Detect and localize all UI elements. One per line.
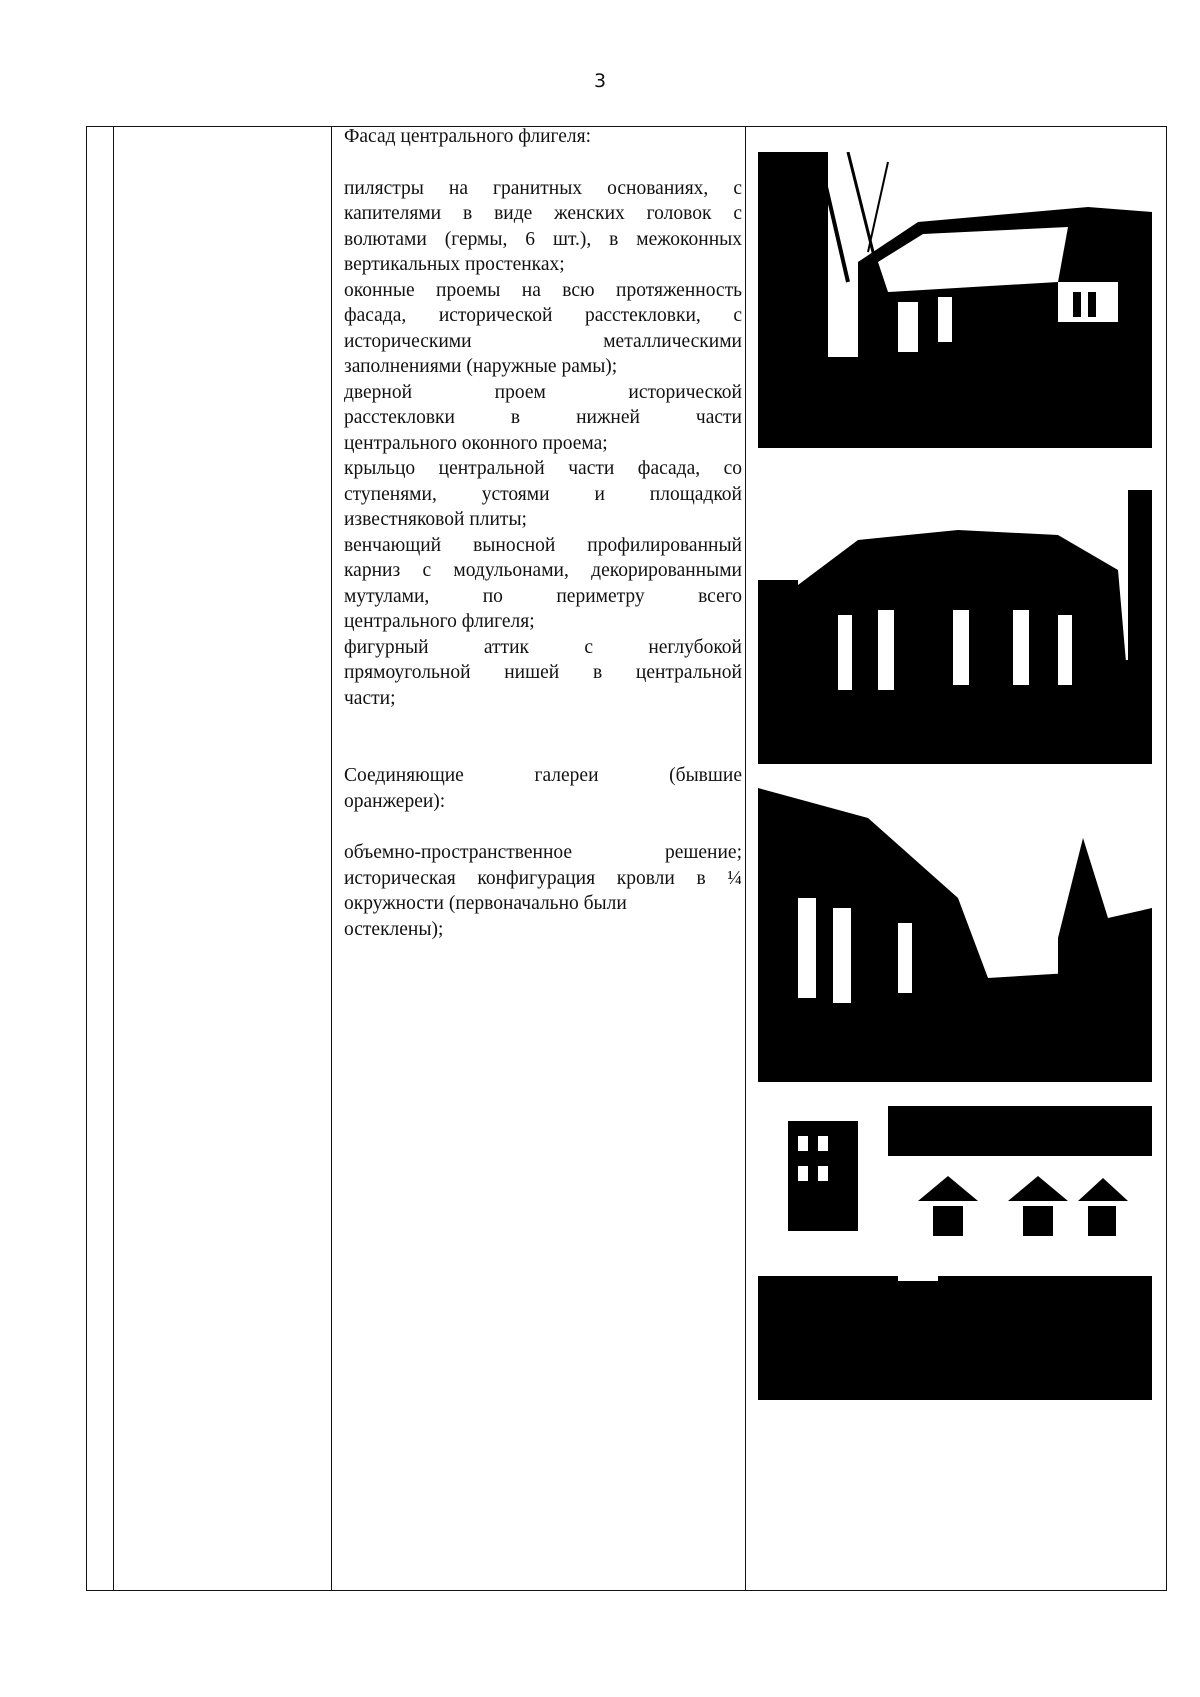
text-line: фасада, исторической расстекловки, с [344,305,742,326]
text-line: дверной проем исторической [344,381,742,403]
text-line: прямоугольной нишей в центральной [344,662,742,683]
text-line: историческая конфигурация кровли в ¼ [344,867,742,889]
text-line: венчающий выносной профилированный [344,534,742,556]
page-number: 3 [593,70,607,92]
text-line: фигурный аттик с неглубокой [344,636,742,658]
photo-central-wing-with-trees [758,152,1152,448]
text-line: известняковой плиты; [344,509,527,530]
text-line: оранжереи): [344,790,446,812]
photo-gallery-side [758,788,1152,1082]
text-line: ступенями, устоями и площадкой [344,483,742,505]
text-line: расстекловки в нижней части [344,407,742,428]
column-divider [113,126,114,1591]
text-line: объемно-пространственное решение; [344,842,742,863]
section-heading-galleries [344,763,742,814]
text-line: волютами (гермы, 6 шт.), в межоконных [344,228,742,250]
text-line: заполнениями (наружные рамы); [344,356,618,377]
section-heading-central-facade: Фасад центрального флигеля: [344,126,592,147]
text-line: центрального оконного проема; [344,432,608,454]
text-line: карниз с модульонами, декорированными [344,560,742,581]
text-line: центрального флигеля; [344,611,535,632]
central-facade-elements [344,176,742,712]
text-line: оконные проемы на всю протяженность [344,279,742,301]
text-line: капителями в виде женских головок с [344,203,742,224]
text-line: части; [344,687,396,709]
photo-facade-with-dormers [758,1106,1152,1400]
gallery-elements [344,840,742,942]
column-divider [331,126,332,1591]
text-line: окружности (первоначально были [344,893,627,914]
text-line: пилястры на гранитных основаниях, с [344,177,742,199]
text-line: вертикальных простенках; [344,254,565,275]
text-line: историческими металлическими [344,330,742,352]
text-line: остеклены); [344,918,444,940]
text-line: крыльцо центральной части фасада, со [344,458,742,479]
column-divider [745,126,746,1591]
text-line: Соединяющие галереи (бывшие [344,765,742,786]
description-cell [344,124,742,942]
text-line: мутулами, по периметру всего [344,585,742,607]
photo-portico-columns [758,470,1152,764]
